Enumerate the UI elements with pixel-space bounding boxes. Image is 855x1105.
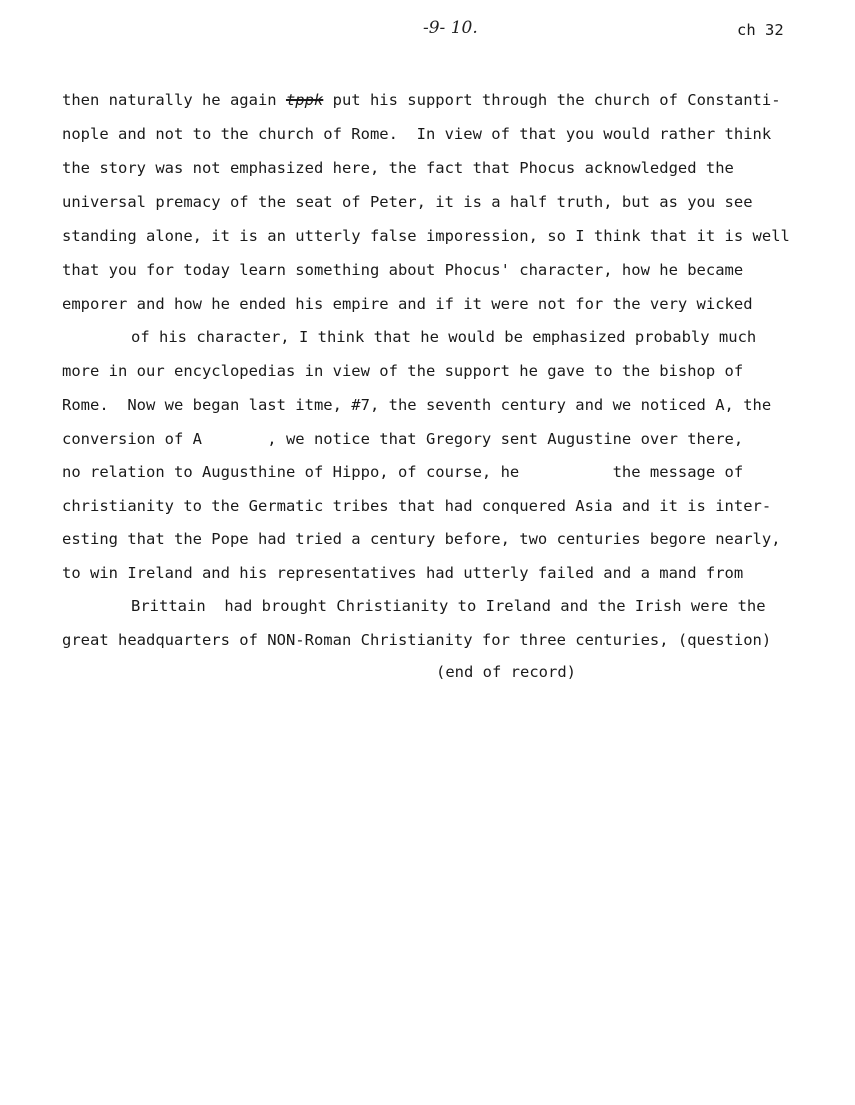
text-line-1-end: put his support through the church of Constanti-: [323, 91, 781, 109]
text-line-5: standing alone, it is an utterly false imporession, so I think that it is well: [62, 227, 790, 245]
text-line-14: esting that the Pope had tried a century before, two centuries begore nearly,: [62, 530, 781, 548]
text-line-15: to win Ireland and his representatives had utterly failed and a mand from: [62, 564, 744, 582]
text-line-10: Rome. Now we began last itme, #7, the seventh century and we noticed A, the: [62, 396, 772, 414]
text-line-6: that you for today learn something about Phocus' character, how he became: [62, 261, 744, 279]
struck-out-word: tppk: [285, 91, 324, 109]
text-line-12: no relation to Augusthine of Hippo, of course, he the message of: [62, 463, 744, 481]
text-line-17: great headquarters of NON-Roman Christianity for three centuries, (question): [62, 631, 772, 649]
end-of-record-note: (end of record): [436, 663, 576, 681]
text-line-11: conversion of A , we notice that Gregory sent Augustine over there,: [62, 430, 744, 448]
text-line-16: Brittain had brought Christianity to Ireland and the Irish were the: [131, 597, 766, 615]
text-line-1: [62, 90, 781, 110]
text-line-1-start: then naturally he again: [62, 91, 286, 109]
text-line-3: the story was not emphasized here, the fact that Phocus acknowledged the: [62, 159, 734, 177]
text-line-2: nople and not to the church of Rome. In view of that you would rather think: [62, 125, 772, 143]
handwritten-page-number: -9- 10.: [423, 18, 478, 38]
text-line-7: emporer and how he ended his empire and if it were not for the very wicked: [62, 295, 753, 313]
text-line-8: of his character, I think that he would be emphasized probably much: [131, 328, 757, 346]
chapter-label: ch 32: [737, 21, 784, 39]
text-line-4: universal premacy of the seat of Peter, it is a half truth, but as you see: [62, 193, 753, 211]
text-line-9: more in our encyclopedias in view of the support he gave to the bishop of: [62, 362, 744, 380]
text-line-13: christianity to the Germatic tribes that had conquered Asia and it is inter-: [62, 497, 772, 515]
